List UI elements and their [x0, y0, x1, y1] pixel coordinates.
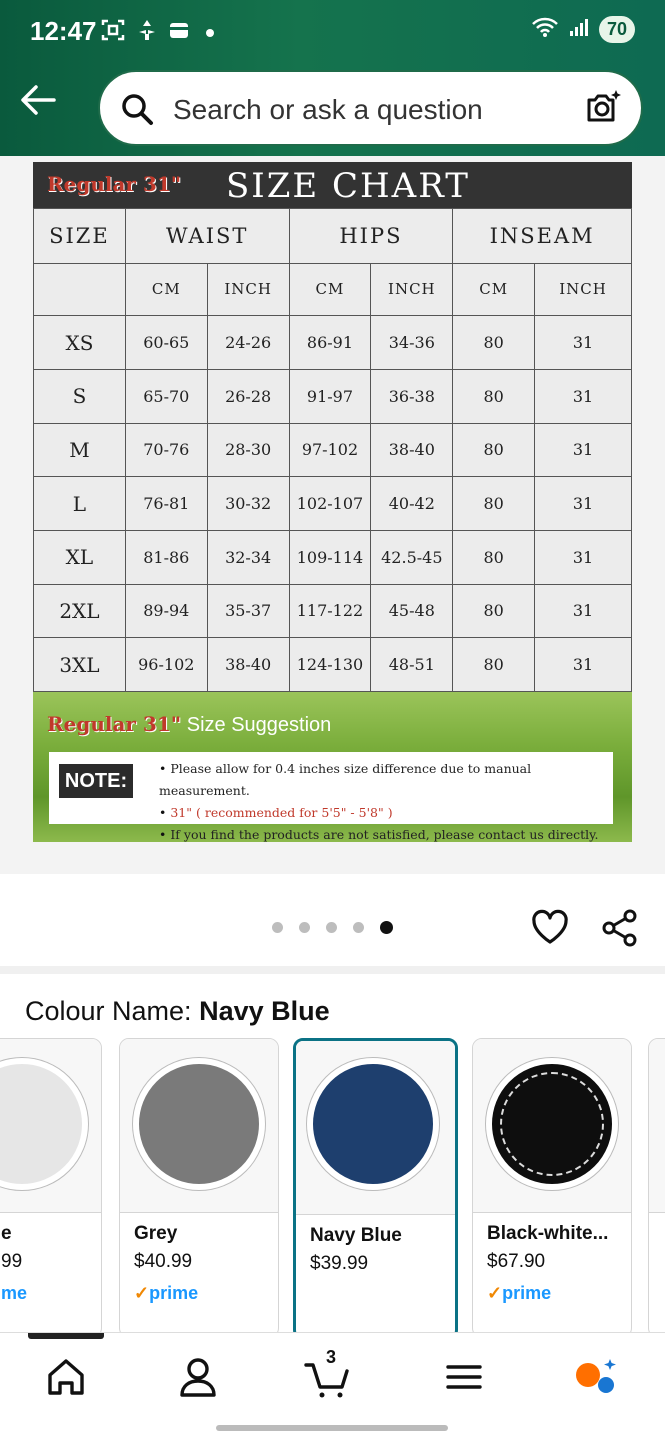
wifi-icon — [531, 16, 559, 43]
swatch-dashed-ring — [500, 1072, 604, 1176]
table-header-row — [34, 209, 632, 264]
table-units-row — [34, 263, 632, 316]
value-cell: 45-48 — [371, 584, 453, 638]
status-right — [531, 16, 635, 43]
value-cell: 86-91 — [289, 316, 371, 370]
value-cell: 89-94 — [125, 584, 207, 638]
prime-badge — [487, 1283, 551, 1304]
table-row — [34, 423, 632, 477]
status-notification-icons — [100, 18, 214, 47]
swatch-card-selected[interactable] — [293, 1038, 458, 1340]
value-cell: 28-30 — [207, 423, 289, 477]
header — [0, 0, 665, 156]
menu-icon — [436, 1355, 492, 1399]
home-icon — [38, 1355, 94, 1399]
value-cell: 31 — [535, 530, 632, 584]
unit-cell: INCH — [371, 263, 453, 316]
value-cell: 91-97 — [289, 369, 371, 423]
size-suggestion-panel — [33, 692, 632, 842]
prime-label: prime — [149, 1283, 199, 1303]
unit-cell: CM — [289, 263, 371, 316]
gallery-actions — [0, 874, 665, 968]
swatch-price: $67.90 — [487, 1251, 546, 1272]
value-cell: 97-102 — [289, 423, 371, 477]
battery-badge: 70 — [599, 16, 635, 43]
size-chart-header — [33, 162, 632, 208]
value-cell: 31 — [535, 477, 632, 531]
value-cell: 102-107 — [289, 477, 371, 531]
table-row — [34, 477, 632, 531]
system-home-indicator[interactable] — [216, 1425, 448, 1431]
suggestion-badge: Regular 31" — [47, 712, 182, 736]
unit-cell: CM — [125, 263, 207, 316]
value-cell: 30-32 — [207, 477, 289, 531]
nav-rufus[interactable] — [570, 1355, 630, 1399]
size-cell: XL — [34, 530, 126, 584]
back-button[interactable] — [18, 80, 62, 128]
value-cell: 124-130 — [289, 638, 371, 692]
bottom-nav — [0, 1332, 665, 1440]
camera-search-icon[interactable] — [583, 88, 623, 133]
value-cell: 65-70 — [125, 369, 207, 423]
header-size: SIZE — [34, 209, 126, 264]
colour-selected: Navy Blue — [199, 996, 330, 1026]
share-icon[interactable] — [600, 908, 640, 953]
swatch-card[interactable] — [0, 1038, 102, 1338]
prime-check-icon: ✓ — [134, 1283, 150, 1303]
gallery-dot[interactable] — [299, 922, 310, 933]
swatch-image — [649, 1039, 665, 1213]
value-cell: 60-65 — [125, 316, 207, 370]
swatch-name: Grey — [134, 1223, 178, 1244]
size-chart-title: SIZE CHART — [226, 166, 470, 206]
swatch-image — [0, 1039, 101, 1213]
nav-menu[interactable] — [436, 1355, 496, 1399]
search-input[interactable]: Search or ask a question — [173, 94, 483, 125]
value-cell: 80 — [453, 369, 535, 423]
table-row — [34, 584, 632, 638]
dot-icon — [206, 29, 214, 37]
swatch-price: $39.99 — [310, 1253, 369, 1274]
unit-cell: INCH — [535, 263, 632, 316]
gallery-dot[interactable] — [353, 922, 364, 933]
swatch-name: Navy Blue — [310, 1225, 402, 1246]
value-cell: 80 — [453, 530, 535, 584]
regular-31-badge: Regular 31" — [47, 172, 182, 196]
nav-cart[interactable] — [302, 1347, 362, 1399]
header-waist: WAIST — [125, 209, 289, 264]
swatch-card[interactable] — [472, 1038, 632, 1338]
screenshot-icon — [100, 18, 126, 47]
cart-count: 3 — [326, 1347, 337, 1367]
size-suggestion-title — [47, 712, 331, 737]
unit-cell: INCH — [207, 263, 289, 316]
value-cell: 38-40 — [371, 423, 453, 477]
swatch-image — [296, 1041, 455, 1215]
colour-label: Colour Name: — [25, 996, 192, 1026]
header-hips: HIPS — [289, 209, 453, 264]
value-cell: 31 — [535, 316, 632, 370]
search-icon — [120, 92, 154, 131]
status-bar — [0, 0, 665, 62]
value-cell: 31 — [535, 423, 632, 477]
note-line: • Please allow for 0.4 inches size difference due to manual measurement. — [159, 758, 613, 802]
nav-active-indicator — [28, 1333, 104, 1339]
value-cell: 36-38 — [371, 369, 453, 423]
value-cell: 42.5-45 — [371, 530, 453, 584]
size-cell: S — [34, 369, 126, 423]
value-cell: 76-81 — [125, 477, 207, 531]
value-cell: 80 — [453, 316, 535, 370]
fan-icon — [136, 18, 158, 47]
gallery-dots — [272, 921, 393, 934]
prime-badge — [134, 1283, 198, 1304]
value-cell: 31 — [535, 369, 632, 423]
rufus-assistant-icon — [570, 1355, 626, 1399]
swatch-color — [0, 1058, 88, 1190]
unit-cell: CM — [453, 263, 535, 316]
value-cell: 81-86 — [125, 530, 207, 584]
signal-icon — [569, 17, 589, 42]
value-cell: 31 — [535, 638, 632, 692]
suggestion-title-text: Size Suggestion — [186, 714, 332, 736]
table-row — [34, 316, 632, 370]
value-cell: 40-42 — [371, 477, 453, 531]
value-cell: 35-37 — [207, 584, 289, 638]
note-list — [159, 758, 613, 842]
gallery-dot[interactable] — [326, 922, 337, 933]
note-label: NOTE: — [59, 764, 133, 798]
note-box — [49, 752, 613, 842]
swatch-color — [133, 1058, 265, 1190]
size-cell: M — [34, 423, 126, 477]
table-row — [34, 530, 632, 584]
size-cell: XS — [34, 316, 126, 370]
prime-label: prime — [502, 1283, 552, 1303]
swatch-image — [473, 1039, 631, 1213]
value-cell: 109-114 — [289, 530, 371, 584]
back-arrow-icon — [18, 80, 58, 120]
swatch-name: Black-white... — [487, 1223, 609, 1244]
swatch-image — [120, 1039, 278, 1213]
swatch-price: 99 — [1, 1251, 23, 1272]
value-cell: 80 — [453, 584, 535, 638]
value-cell: 70-76 — [125, 423, 207, 477]
value-cell: 80 — [453, 423, 535, 477]
product-image-gallery[interactable] — [0, 156, 665, 874]
value-cell: 48-51 — [371, 638, 453, 692]
value-cell: 38-40 — [207, 638, 289, 692]
gallery-dot-active[interactable] — [380, 921, 393, 934]
colour-swatch-list — [0, 1038, 665, 1333]
size-cell: 3XL — [34, 638, 126, 692]
size-cell: 2XL — [34, 584, 126, 638]
swatch-name: e — [1, 1223, 12, 1244]
note-line: • If you find the products are not satisfied, please contact us directly. — [159, 824, 613, 842]
value-cell: 26-28 — [207, 369, 289, 423]
table-row — [34, 369, 632, 423]
table-row — [34, 638, 632, 692]
nav-home[interactable] — [38, 1355, 98, 1399]
units-blank — [34, 263, 126, 316]
wallet-icon — [168, 19, 190, 46]
header-inseam: INSEAM — [453, 209, 632, 264]
colour-name-row — [25, 996, 330, 1027]
gallery-dot[interactable] — [272, 922, 283, 933]
heart-icon[interactable] — [530, 908, 570, 951]
swatch-card-partial[interactable] — [648, 1038, 665, 1338]
size-table — [33, 208, 632, 692]
swatch-price: $40.99 — [134, 1251, 193, 1272]
value-cell: 80 — [453, 477, 535, 531]
size-cell: L — [34, 477, 126, 531]
note-line: • 31" ( recommended for 5'5" - 5'8" ) — [159, 802, 613, 824]
swatch-color — [486, 1058, 618, 1190]
size-chart-image — [33, 162, 632, 842]
value-cell: 96-102 — [125, 638, 207, 692]
value-cell: 117-122 — [289, 584, 371, 638]
swatch-color — [307, 1058, 439, 1190]
status-time: 12:47 — [30, 16, 97, 46]
search-bar[interactable] — [98, 70, 643, 146]
swatch-card[interactable] — [119, 1038, 279, 1338]
prime-check-icon: ✓ — [487, 1283, 503, 1303]
value-cell: 80 — [453, 638, 535, 692]
value-cell: 24-26 — [207, 316, 289, 370]
value-cell: 31 — [535, 584, 632, 638]
section-divider — [0, 966, 665, 974]
value-cell: 32-34 — [207, 530, 289, 584]
nav-account[interactable] — [170, 1355, 230, 1399]
value-cell: 34-36 — [371, 316, 453, 370]
account-icon — [170, 1355, 226, 1399]
prime-badge: me — [1, 1283, 28, 1303]
